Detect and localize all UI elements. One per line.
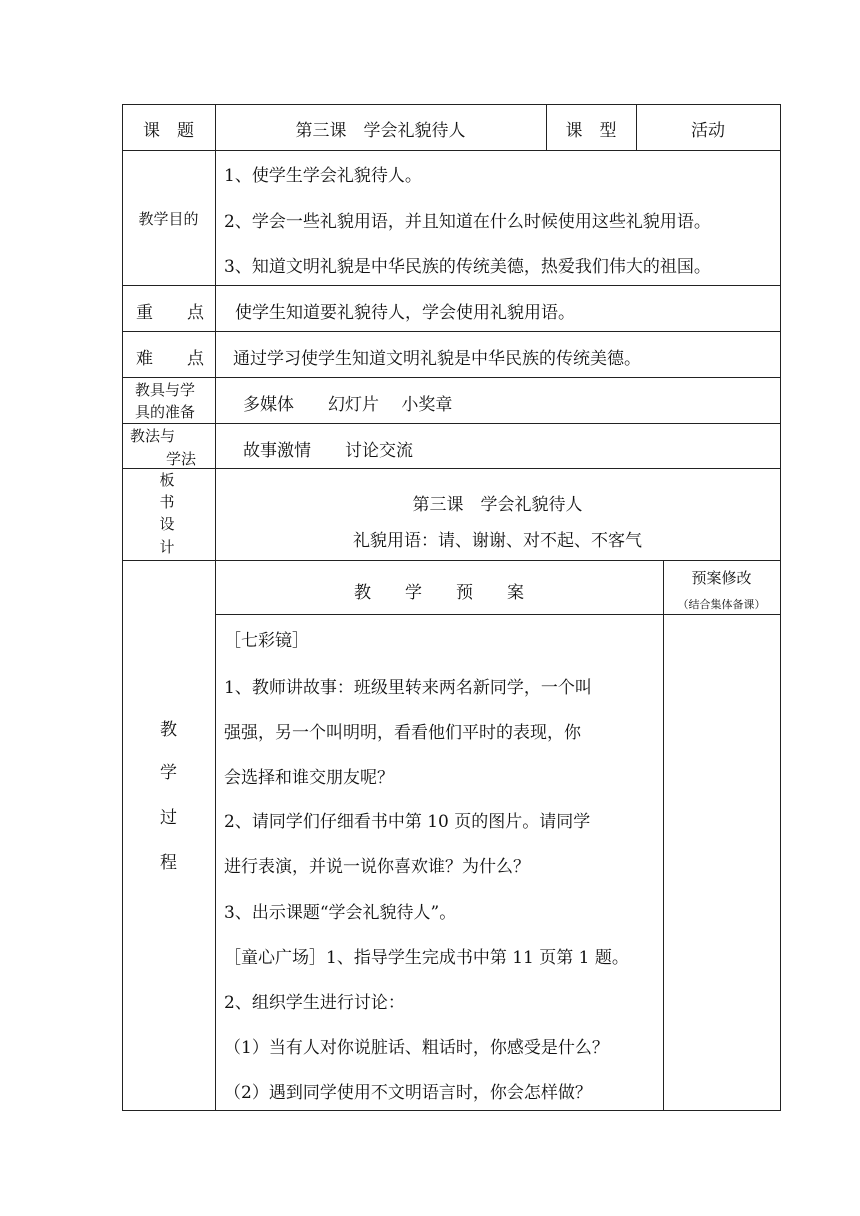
methods-label-line1: 教法与 [130, 427, 176, 445]
tools-label-line1: 教具与学 [135, 381, 196, 399]
process-label-char: 学 [160, 763, 177, 783]
plan-line: ［童心广场］1、指导学生完成书中第 11 页第 1 题。 [224, 948, 629, 968]
table-border [122, 331, 781, 332]
plan-line: 2、组织学生进行讨论： [224, 993, 405, 1013]
process-label-char: 过 [160, 808, 177, 828]
key-point-value: 使学生知道要礼貌待人，学会使用礼貌用语。 [235, 303, 575, 323]
board-label-char: 设 [159, 515, 175, 533]
process-label-char: 教 [160, 720, 177, 740]
type-label: 课 型 [565, 121, 617, 141]
revision-subheader: （结合集体备课） [677, 598, 766, 611]
table-border [215, 614, 663, 615]
objective-item: 1、使学生学会礼貌待人。 [224, 166, 422, 186]
table-border [122, 1110, 781, 1111]
plan-line: 进行表演，并说一说你喜欢谁？为什么？ [224, 857, 530, 877]
objectives-label: 教学目的 [138, 210, 199, 228]
tools-label-line2: 具的准备 [135, 403, 196, 421]
board-label-char: 书 [159, 493, 175, 511]
plan-header: 教 学 预 案 [354, 583, 524, 603]
topic-value: 第三课 学会礼貌待人 [295, 121, 466, 141]
table-border [663, 614, 781, 615]
objective-item: 2、学会一些礼貌用语，并且知道在什么时候使用这些礼貌用语。 [224, 212, 711, 232]
board-line1: 第三课 学会礼貌待人 [412, 495, 583, 515]
topic-label: 课 题 [143, 121, 194, 141]
plan-line: 1、教师讲故事：班级里转来两名新同学，一个叫 [224, 678, 592, 698]
process-label-char: 程 [160, 853, 177, 873]
methods-value: 故事激情 讨论交流 [243, 441, 413, 461]
table-border [122, 104, 123, 1111]
table-border [215, 104, 216, 1111]
table-border [122, 423, 781, 424]
tools-value: 多媒体 幻灯片 小奖章 [243, 395, 453, 415]
difficulty-label: 难 点 [136, 349, 204, 369]
revision-header: 预案修改 [691, 569, 752, 587]
table-border [122, 285, 781, 286]
board-label-char: 计 [159, 538, 175, 556]
table-border [122, 468, 781, 469]
table-border [663, 560, 664, 1111]
table-border [780, 104, 781, 1111]
difficulty-value: 通过学习使学生知道文明礼貌是中华民族的传统美德。 [233, 349, 641, 369]
table-border [122, 560, 781, 561]
plan-line: 会选择和谁交朋友呢？ [224, 768, 394, 788]
board-line2: 礼貌用语：请、谢谢、对不起、不客气 [353, 531, 642, 551]
plan-line: 强强，另一个叫明明，看看他们平时的表现，你 [224, 723, 581, 743]
objective-item: 3、知道文明礼貌是中华民族的传统美德，热爱我们伟大的祖国。 [224, 257, 711, 277]
plan-line: （2）遇到同学使用不文明语言时，你会怎样做？ [224, 1083, 592, 1103]
plan-line: （1）当有人对你说脏话、粗话时，你感受是什么？ [224, 1038, 609, 1058]
table-border [122, 150, 781, 151]
table-border [122, 104, 781, 105]
board-label-char: 板 [159, 471, 175, 489]
table-border [122, 377, 781, 378]
key-point-label: 重 点 [136, 303, 204, 323]
methods-label-line2: 学法 [166, 450, 197, 468]
plan-line: 3、出示课题“学会礼貌待人”。 [224, 903, 457, 923]
plan-line: 2、请同学们仔细看书中第 10 页的图片。请同学 [224, 812, 591, 832]
type-value: 活动 [691, 121, 725, 141]
plan-line: ［七彩镜］ [224, 631, 309, 651]
